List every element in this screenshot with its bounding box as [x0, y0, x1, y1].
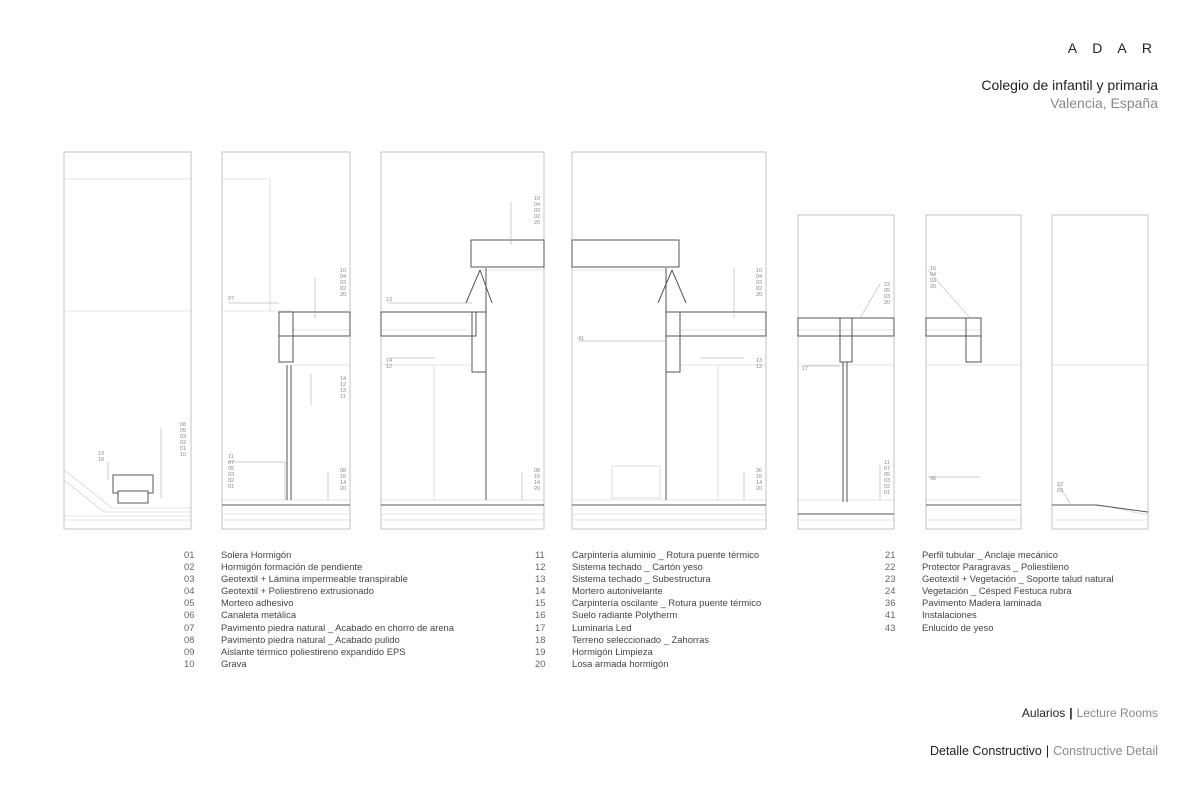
legend-code: 03 — [184, 573, 195, 585]
legend-code: 22 — [885, 561, 896, 573]
panel-5-detail — [798, 330, 894, 520]
legend-text: Grava — [221, 657, 247, 669]
callout: 20 — [930, 284, 937, 290]
legend-item — [184, 609, 454, 621]
legend-item — [885, 561, 1114, 573]
legend-item — [184, 597, 454, 609]
legend-item — [535, 573, 761, 585]
legend-text: Sistema techado _ Subestructura — [572, 573, 711, 585]
legend-item — [535, 634, 761, 646]
legend-column-3 — [885, 549, 1114, 634]
callout: 04 — [930, 272, 937, 278]
callout: 03 — [534, 208, 541, 214]
callout: 04 — [756, 274, 763, 280]
panel-2-detail — [222, 179, 350, 520]
panel-7-frame — [1052, 215, 1148, 529]
panel-1-gutter — [113, 475, 153, 503]
legend-code: 36 — [885, 597, 896, 609]
legend-text: Enlucido de yeso — [922, 621, 994, 633]
detail-label-en: Constructive Detail — [1053, 744, 1158, 758]
callout: 13 — [340, 388, 347, 394]
callout: 01 — [884, 490, 891, 496]
legend-code: 06 — [184, 609, 195, 621]
legend-item — [535, 646, 761, 658]
callout: 04 — [340, 274, 347, 280]
callout: 02 — [756, 286, 763, 292]
legend-code: 17 — [535, 621, 546, 633]
panel-4-skylight — [572, 240, 766, 505]
callout: 03 — [180, 434, 187, 440]
legend-item — [184, 658, 454, 670]
legend-item — [535, 597, 761, 609]
callout: 03 — [340, 280, 347, 286]
legend-text: Carpintería oscilante _ Rotura puente térmico — [572, 597, 762, 609]
callout: 20 — [756, 292, 763, 298]
legend-item — [885, 573, 1114, 585]
callout: 04 — [534, 202, 541, 208]
callout: 13 — [756, 358, 763, 364]
legend-code: 15 — [535, 597, 546, 609]
legend-code: 05 — [184, 597, 195, 609]
legend-code: 18 — [535, 633, 546, 645]
callout: 20 — [340, 292, 347, 298]
legend-code: 19 — [535, 645, 546, 657]
callout: 08 — [340, 468, 347, 474]
legend-item — [535, 609, 761, 621]
callout: 03 — [1057, 488, 1064, 494]
legend-item — [184, 585, 454, 597]
callout: 11 — [884, 460, 890, 466]
panel-6-detail — [926, 330, 1021, 520]
panel-3-frame — [381, 152, 544, 529]
legend-text: Suelo radiante Polytherm — [572, 609, 678, 621]
panel-4-detail — [572, 270, 766, 520]
legend-code: 41 — [885, 609, 896, 621]
callout: 12 — [756, 364, 763, 370]
project-location: Valencia, España — [1050, 95, 1158, 111]
legend-code: 13 — [535, 573, 546, 585]
callout: 17 — [802, 366, 809, 372]
callout: 20 — [340, 486, 347, 492]
panel-5-frame — [798, 215, 894, 529]
detail-label-es: Detalle Constructivo — [929, 744, 1042, 758]
callout: 14 — [386, 358, 393, 364]
legend-item — [535, 585, 761, 597]
callout: 03 — [228, 472, 235, 478]
callout: 14 — [756, 480, 763, 486]
legend-code: 43 — [885, 621, 896, 633]
legend-item — [184, 634, 454, 646]
legend-code: 01 — [184, 549, 195, 560]
callout: 08 — [180, 422, 187, 428]
legend-text: Mortero autonivelante — [572, 585, 663, 597]
legend-text: Vegetación _ Césped Festuca rubra — [922, 585, 1072, 597]
legend-text: Solera Hormigón — [221, 549, 292, 560]
legend-text: Canaleta metálica — [221, 609, 297, 621]
callout: 07 — [228, 460, 235, 466]
legend-text: Mortero adhesivo — [221, 597, 294, 609]
section-label-en: Lecture Rooms — [1076, 706, 1158, 720]
legend-item — [885, 622, 1114, 634]
callout: 16 — [340, 474, 347, 480]
callout: 16 — [930, 266, 937, 272]
callout: 01 — [180, 446, 187, 452]
callout: 22 — [1057, 482, 1064, 488]
panel-2-frame — [222, 152, 350, 529]
legend-item — [184, 646, 454, 658]
callout: 16 — [756, 474, 763, 480]
legend-item — [885, 585, 1114, 597]
callout: 03 — [884, 478, 891, 484]
legend-text: Pavimento Madera laminada — [922, 597, 1042, 609]
callout: 41 — [578, 336, 585, 342]
callout: 03 — [884, 294, 891, 300]
legend-code: 24 — [885, 585, 896, 597]
callout: 10 — [340, 268, 347, 274]
callout: 16 — [534, 474, 541, 480]
detail-label: Detalle Constructivo | Constructive Detail — [929, 744, 1158, 758]
callout: 11 — [228, 454, 234, 460]
callout: 01 — [228, 484, 235, 490]
legend-item — [535, 622, 761, 634]
legend-item — [885, 609, 1114, 621]
legend-code: 02 — [184, 561, 195, 573]
callout: 08 — [534, 468, 541, 474]
callout: 20 — [884, 300, 891, 306]
legend-code: 23 — [885, 573, 896, 585]
legend-item — [535, 549, 761, 561]
callout: 03 — [756, 280, 763, 286]
legend-text: Pavimento piedra natural _ Acabado pulido — [221, 633, 400, 645]
legend-text: Geotextil + Vegetación _ Soporte talud natural — [922, 573, 1114, 585]
legend-text: Hormigón formación de pendiente — [221, 561, 363, 573]
callout: 36 — [756, 468, 763, 474]
legend-code: 12 — [535, 561, 546, 573]
brand-logo: A D A R — [1067, 40, 1158, 56]
callout: 10 — [180, 452, 187, 458]
legend-text: Hormigón Limpieza — [572, 645, 653, 657]
legend-item — [885, 549, 1114, 561]
callout: 12 — [386, 364, 393, 370]
legend-item — [184, 549, 454, 561]
panel-3-skylight — [381, 240, 544, 505]
legend-code: 09 — [184, 645, 195, 657]
callout: 07 — [228, 296, 235, 302]
panel-1-detail — [64, 179, 191, 520]
legend-column-2 — [535, 549, 761, 670]
callout-labels — [98, 196, 1063, 496]
legend-item — [535, 561, 761, 573]
legend-item — [184, 573, 454, 585]
callout: 20 — [534, 220, 541, 226]
legend-text: Perfil tubular _ Anclaje mecánico — [922, 549, 1059, 560]
callout: 05 — [228, 466, 235, 472]
legend-text: Geotextil + Poliestireno extrusionado — [221, 585, 374, 597]
legend-code: 21 — [885, 549, 896, 560]
callout: 14 — [534, 480, 541, 486]
callout: 10 — [534, 196, 541, 202]
callout: 02 — [180, 440, 187, 446]
callout: 20 — [534, 486, 541, 492]
legend-code: 07 — [184, 621, 195, 633]
legend-text: Carpintería aluminio _ Rotura puente térmico — [572, 549, 760, 560]
callout: 03 — [930, 278, 937, 284]
section-label-es: Aularios — [1021, 706, 1066, 720]
panel-3-detail — [381, 270, 544, 520]
panel-1-frame — [64, 152, 191, 529]
legend-column-1 — [184, 549, 454, 670]
legend-item — [184, 561, 454, 573]
panel-7-ground — [1052, 505, 1148, 512]
section-label: Aularios | Lecture Rooms — [1021, 706, 1158, 720]
callout: 02 — [534, 214, 541, 220]
callout: 05 — [884, 472, 891, 478]
callout: 22 — [884, 282, 891, 288]
legend-item — [184, 622, 454, 634]
legend-code: 14 — [535, 585, 546, 597]
panel-7-detail — [1052, 365, 1148, 520]
legend-text: Geotextil + Lámina impermeable transpirable — [221, 573, 408, 585]
callout: 02 — [340, 286, 347, 292]
callout: 20 — [756, 486, 763, 492]
legend-text: Losa armada hormigón — [572, 657, 669, 669]
legend-text: Protector Paragravas _ Poliestileno — [922, 561, 1069, 573]
panel-6-frame — [926, 215, 1021, 529]
callout: 02 — [884, 484, 891, 490]
callout: 13 — [98, 451, 105, 457]
panel-4-frame — [572, 152, 766, 529]
legend-text: Instalaciones — [922, 609, 977, 621]
callout: 13 — [386, 297, 393, 303]
callout: 12 — [340, 382, 347, 388]
callout: 11 — [340, 394, 346, 400]
callout: 05 — [884, 288, 891, 294]
callout: 10 — [756, 268, 763, 274]
panel-2-slab — [222, 312, 350, 505]
legend-code: 11 — [535, 549, 545, 560]
callout: 07 — [884, 466, 891, 472]
callout: 05 — [180, 428, 187, 434]
legend-text: Pavimento piedra natural _ Acabado en chorro de arena — [221, 621, 454, 633]
legend-text: Aislante térmico poliestireno expandido EPS — [221, 645, 406, 657]
legend-text: Terreno seleccionado _ Zahorras — [572, 633, 710, 645]
callout: 02 — [228, 478, 235, 484]
legend-item — [885, 597, 1114, 609]
legend-text: Sistema techado _ Cartón yeso — [572, 561, 703, 573]
callout: 14 — [340, 480, 347, 486]
callout: 18 — [98, 457, 105, 463]
callout: 14 — [340, 376, 347, 382]
legend-code: 16 — [535, 609, 546, 621]
legend-code: 10 — [184, 657, 195, 669]
legend-code: 08 — [184, 633, 195, 645]
callout: 06 — [930, 476, 937, 482]
legend-text: Luminaria Led — [572, 621, 632, 633]
project-title: Colegio de infantil y primaria — [981, 77, 1158, 93]
legend-item — [535, 658, 761, 670]
legend-code: 20 — [535, 657, 546, 669]
legend-code: 04 — [184, 585, 195, 597]
panel-5-slab — [798, 318, 894, 514]
